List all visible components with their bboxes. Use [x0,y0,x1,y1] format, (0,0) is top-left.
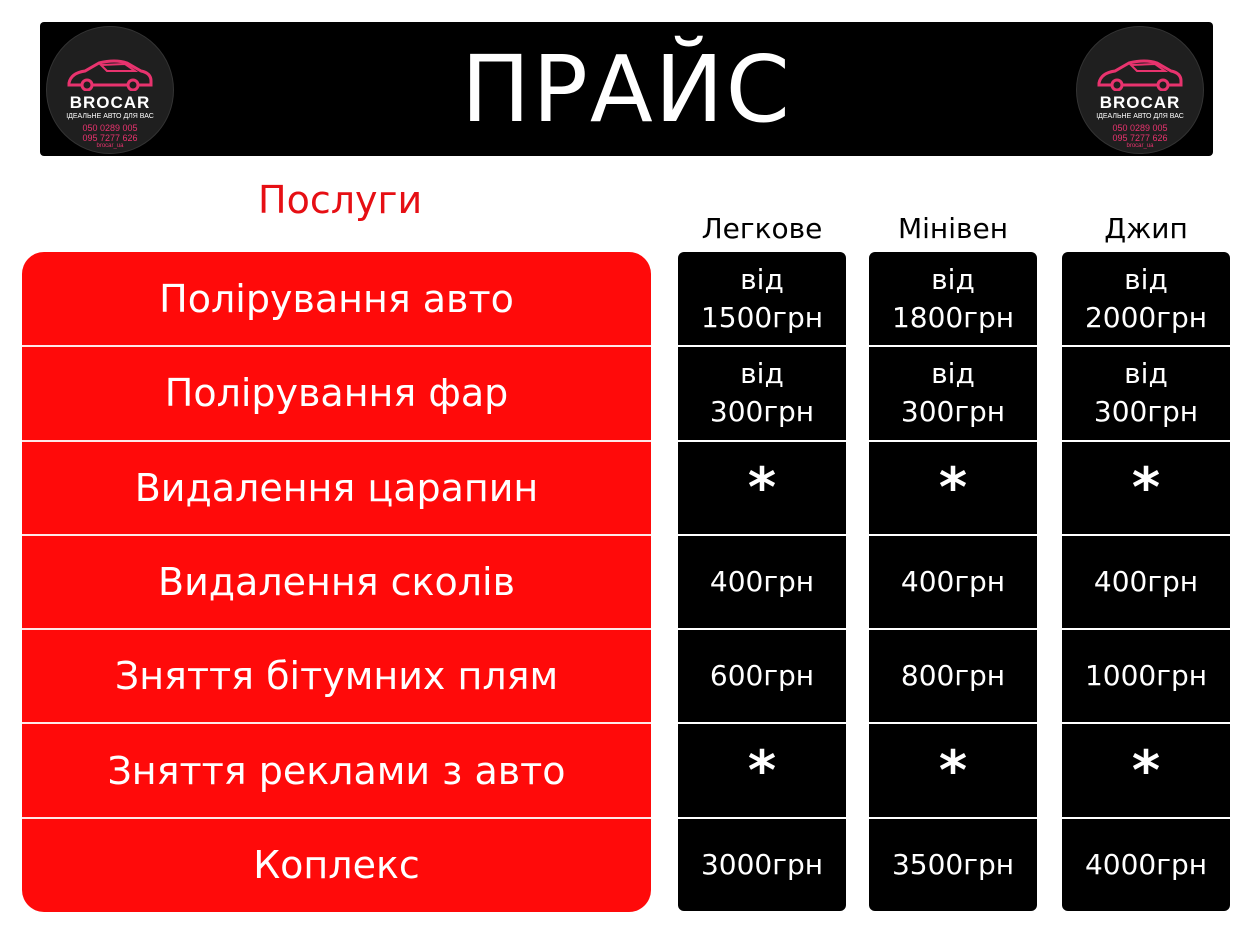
service-row: Видалення сколів [158,559,515,604]
row-divider [22,628,651,630]
row-divider [678,440,846,442]
price-value: 1800грн [891,301,1015,335]
service-row: Видалення царапин [134,465,539,510]
price-cell [678,252,846,346]
brand-slogan: ІДЕАЛЬНЕ АВТО ДЛЯ ВАС [66,113,154,120]
price-cell [869,818,1037,911]
price-cell [678,441,846,535]
price-value: 300грн [900,395,1006,429]
row-divider [869,628,1037,630]
row-divider [22,722,651,724]
row-divider [22,440,651,442]
price-prefix: від [931,263,975,297]
page-title: ПРАЙС [461,36,792,143]
price-value: 600грн [709,659,815,693]
row-divider [678,722,846,724]
service-row: Зняття бітумних плям [114,654,559,699]
service-row: Полірування авто [159,277,514,322]
column-header-suv: Джип [1104,212,1188,245]
price-value: 3500грн [891,847,1015,881]
price-value: 400грн [709,564,815,598]
brand-name: BROCAR [1099,93,1181,112]
price-cell [1062,346,1230,440]
header-banner [40,22,1213,156]
row-divider [22,345,651,347]
price-value: 800грн [900,659,1006,693]
price-value: 2000грн [1084,301,1208,335]
row-divider [1062,440,1230,442]
service-row: Полірування фар [164,371,509,416]
service-row: Коплекс [253,842,420,887]
brand-logo [1076,26,1204,154]
price-cell [678,723,846,817]
price-column-suv [1062,252,1230,911]
service-row: Зняття реклами з авто [107,748,566,793]
row-divider [1062,534,1230,536]
price-value: 400грн [1093,564,1199,598]
price-cell [1062,252,1230,346]
column-header-minivan: Мінівен [897,212,1009,245]
price-cell [869,252,1037,346]
price-cell [1062,441,1230,535]
price-cell [1062,535,1230,629]
row-divider [1062,722,1230,724]
instagram-handle: brocar_ua [1126,143,1154,149]
price-prefix: від [1124,263,1168,297]
price-cell [1062,629,1230,723]
price-on-request-mark: * [1131,455,1161,519]
price-cell [678,818,846,911]
price-cell [869,629,1037,723]
column-header-sedan: Легкове [701,212,823,245]
row-divider [869,817,1037,819]
price-cell [869,723,1037,817]
row-divider [1062,345,1230,347]
row-divider [869,345,1037,347]
price-value: 1500грн [700,301,824,335]
price-value: 400грн [900,564,1006,598]
brand-slogan: ІДЕАЛЬНЕ АВТО ДЛЯ ВАС [1096,113,1184,120]
price-on-request-mark: * [747,738,777,802]
car-icon [1095,55,1185,91]
price-cell [678,535,846,629]
row-divider [678,345,846,347]
price-value: 3000грн [700,847,824,881]
row-divider [1062,628,1230,630]
price-column-sedan [678,252,846,911]
price-on-request-mark: * [1131,738,1161,802]
row-divider [869,722,1037,724]
row-divider [22,534,651,536]
price-cell [1062,723,1230,817]
price-prefix: від [1124,357,1168,391]
price-value: 300грн [1093,395,1199,429]
price-prefix: від [931,357,975,391]
price-cell [869,441,1037,535]
price-value: 1000грн [1084,659,1208,693]
price-prefix: від [740,357,784,391]
row-divider [678,628,846,630]
services-title: Послуги [258,178,423,222]
price-cell [678,346,846,440]
row-divider [678,534,846,536]
brand-name: BROCAR [69,93,151,112]
row-divider [869,440,1037,442]
price-on-request-mark: * [747,455,777,519]
phone-2: 095 7277 626 [82,133,138,143]
phone-2: 095 7277 626 [1112,133,1168,143]
instagram-handle: brocar_ua [96,143,124,149]
price-cell [869,535,1037,629]
row-divider [869,534,1037,536]
price-value: 300грн [709,395,815,429]
price-cell [678,629,846,723]
price-on-request-mark: * [938,738,968,802]
price-prefix: від [740,263,784,297]
price-column-minivan [869,252,1037,911]
row-divider [678,817,846,819]
phone-1: 050 0289 005 [82,123,138,133]
price-on-request-mark: * [938,455,968,519]
services-list [22,252,651,912]
price-cell [869,346,1037,440]
row-divider [1062,817,1230,819]
price-cell [1062,818,1230,911]
row-divider [22,817,651,819]
price-value: 4000грн [1084,847,1208,881]
phone-1: 050 0289 005 [1112,123,1168,133]
